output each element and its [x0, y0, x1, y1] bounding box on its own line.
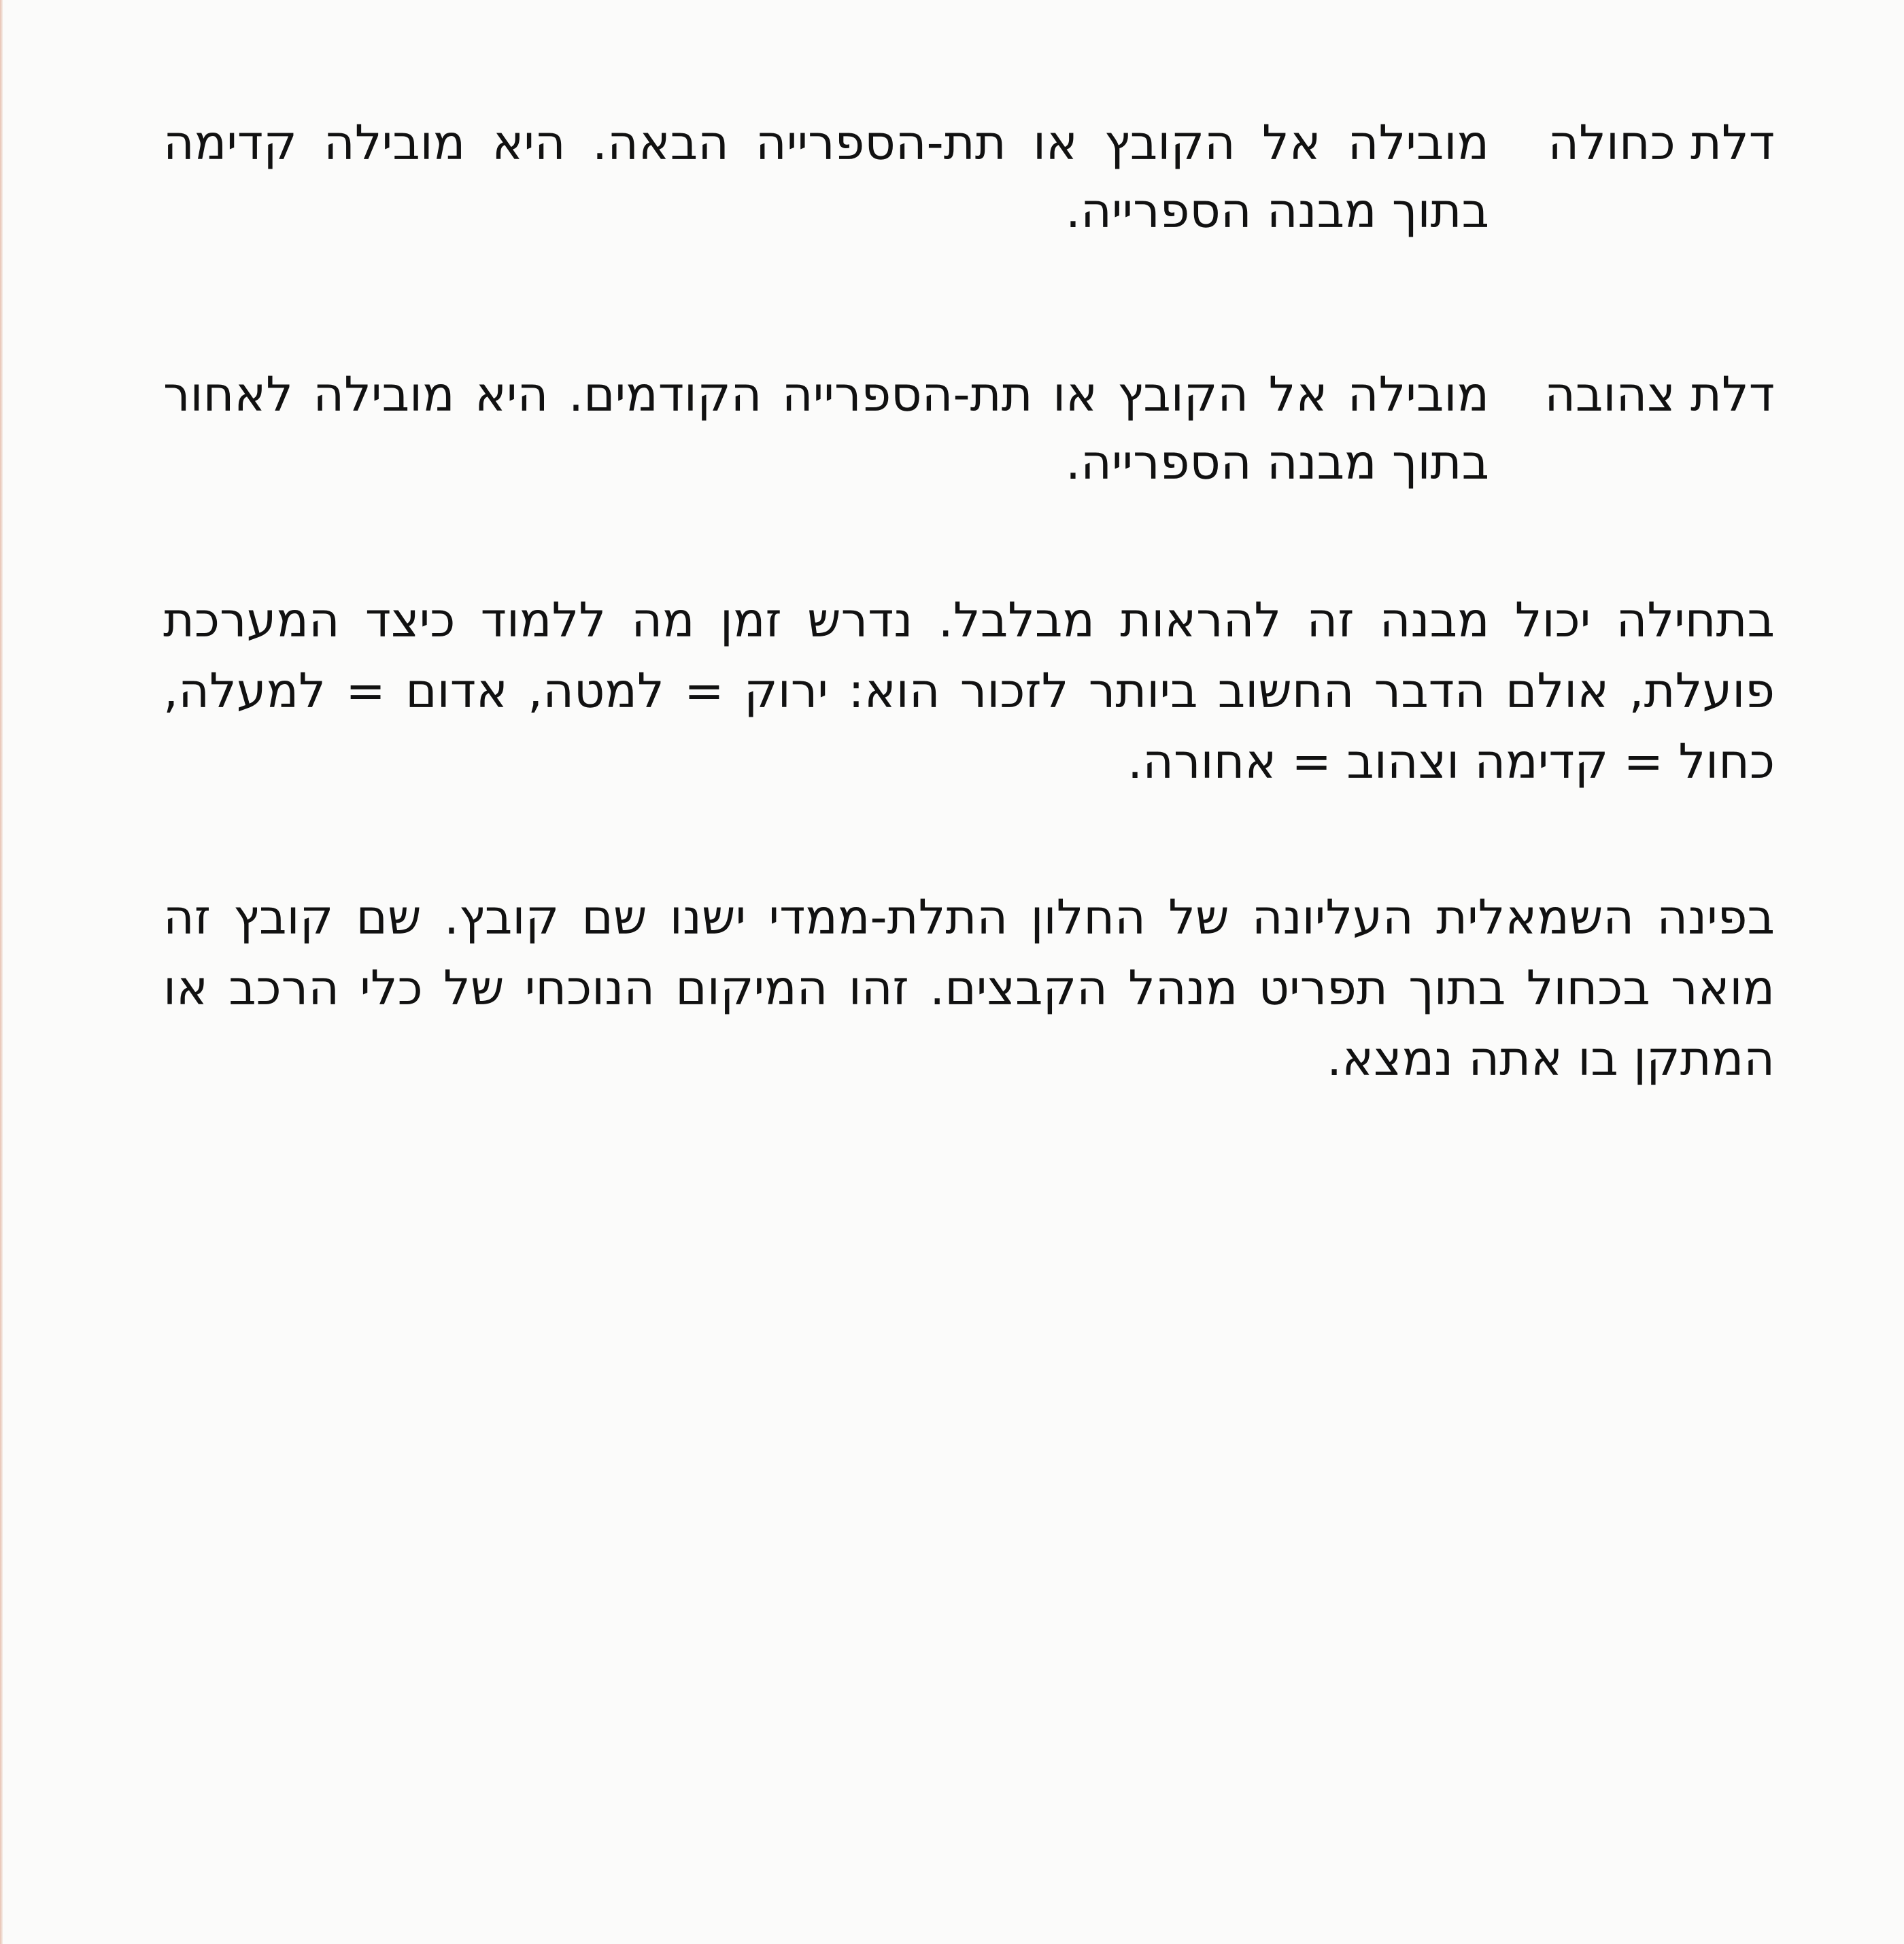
- page-edge: [0, 0, 3, 1944]
- definition-blue-door: [163, 109, 1775, 245]
- paragraph-filename-location: בפינה השמאלית העליונה של החלון התלת-ממדי ישנו שם קובץ. שם קובץ זה מואר בכחול בתוך תפריט מנהל הקבצים. זהו המיקום הנוכחי של כלי הרכב או המתקן בו אתה נמצא.: [163, 889, 1775, 1087]
- definition-term: דלת כחולה: [1548, 115, 1775, 171]
- definition-term: דלת צהובה: [1544, 366, 1775, 422]
- document-page: [163, 109, 1775, 1179]
- definition-text: מובילה אל הקובץ או תת-הספרייה הקודמים. היא מובילה לאחור בתוך מבנה הספרייה.: [163, 366, 1489, 490]
- paragraph-color-summary: בתחילה יכול מבנה זה להראות מבלבל. נדרש זמן מה ללמוד כיצד המערכת פועלת, אולם הדבר החשוב ביותר לזכור הוא: ירוק = למטה, אדום = למעלה, כחול = קדימה וצהוב = אחורה.: [163, 592, 1775, 789]
- definition-text: מובילה אל הקובץ או תת-הספרייה הבאה. היא מובילה קדימה בתוך מבנה הספרייה.: [163, 115, 1489, 239]
- definition-yellow-door: [163, 360, 1775, 496]
